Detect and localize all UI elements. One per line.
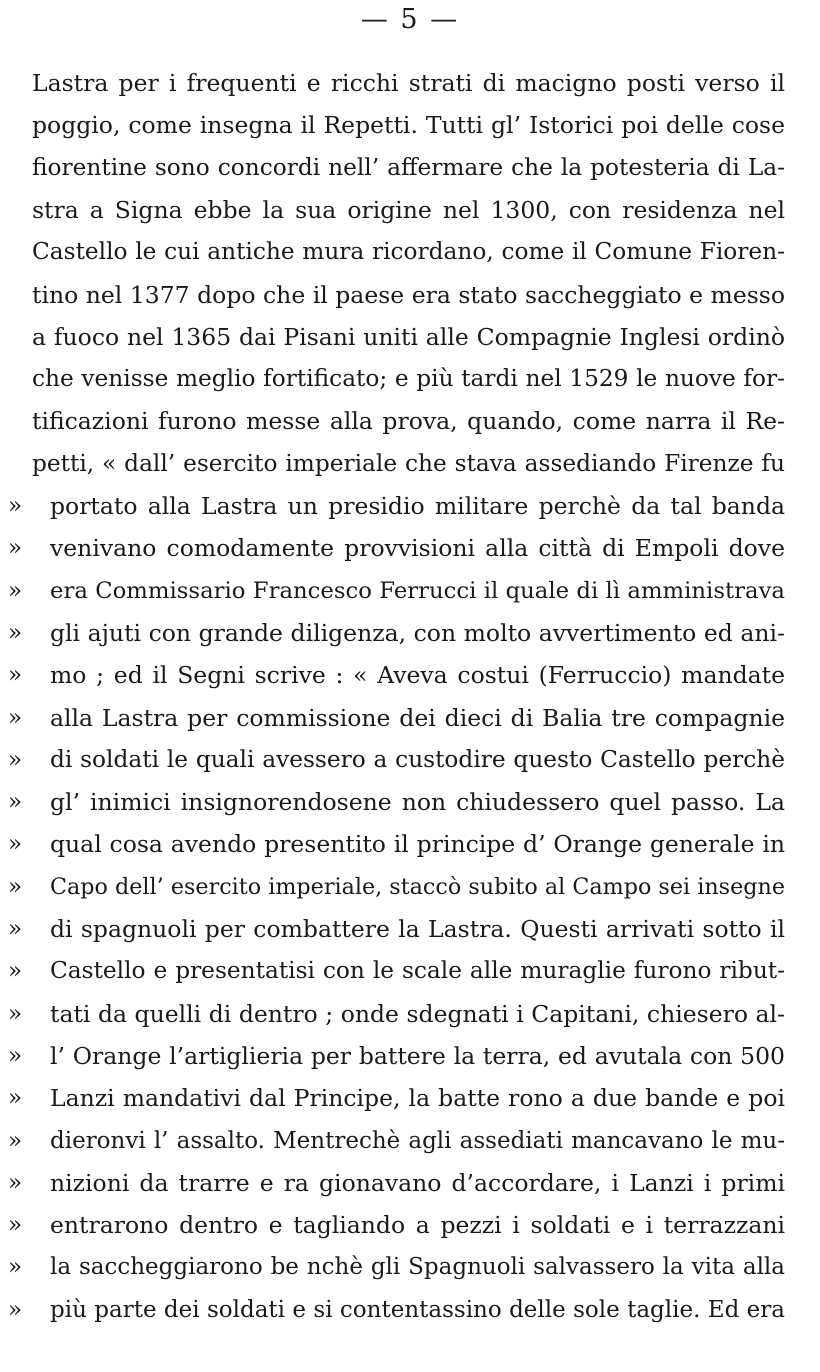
line-text: Castello e presentatisi con le scale alle muraglie furono ribut- (50, 957, 785, 985)
line-text: di soldati le quali avessero a custodire questo Castello perchè (50, 745, 785, 773)
line-text: Lastra per i frequenti e ricchi strati di macigno posti verso il (32, 69, 785, 97)
line-text: gl’ inimici insignorendosene non chiudessero quel passo. La (50, 788, 785, 817)
quote-mark: » (8, 1000, 23, 1027)
text-line (0, 823, 820, 865)
quote-mark: » (8, 1296, 23, 1323)
line-text: la saccheggiarono be nchè gli Spagnuoli salvassero la vita alla (50, 1254, 785, 1281)
text-line (0, 1204, 820, 1246)
line-text: mo ; ed il Segni scrive : « Aveva costui (Ferruccio) mandate (50, 661, 785, 690)
text-line (0, 781, 820, 823)
text-line (0, 1120, 820, 1162)
quote-mark: » (8, 789, 23, 816)
text-line (0, 400, 820, 442)
quote-mark: » (8, 1085, 23, 1112)
text-line (0, 1035, 820, 1077)
text-line (0, 189, 820, 231)
text-line (0, 1077, 820, 1119)
text-line (0, 1246, 820, 1288)
text-line (0, 358, 820, 400)
line-text: petti, « dall’ esercito imperiale che stava assediando Firenze fu (32, 449, 785, 477)
line-text: nizioni da trarre e ra gionavano d’accordare, i Lanzi i primi (50, 1168, 785, 1197)
line-text: alla Lastra per commissione dei dieci di Balia tre compagnie (50, 703, 785, 732)
text-line (0, 866, 820, 908)
text-line (0, 993, 820, 1035)
line-text: Capo dell’ esercito imperiale, staccò subito al Campo sei insegne (50, 873, 785, 900)
line-text: stra a Signa ebbe la sua origine nel 1300, con residenza nel (32, 195, 785, 224)
quote-mark: » (8, 704, 23, 731)
text-line (0, 1162, 820, 1204)
line-text: fiorentine sono concordi nell’ affermare che la potesteria di La- (32, 153, 785, 181)
quote-mark: » (8, 1254, 23, 1281)
text-line (0, 147, 820, 189)
line-text: qual cosa avendo presentito il principe d’ Orange generale in (50, 830, 785, 859)
quote-mark: » (8, 831, 23, 858)
line-text: più parte dei soldati e si contentassino delle sole taglie. Ed era (50, 1296, 785, 1323)
quote-mark: » (8, 662, 23, 689)
quote-mark: » (8, 746, 23, 773)
text-line (0, 950, 820, 992)
text-line (0, 231, 820, 273)
quote-mark: » (8, 619, 23, 646)
text-line (0, 485, 820, 527)
text-line (0, 1289, 820, 1331)
quote-mark: » (8, 1042, 23, 1069)
text-line (0, 739, 820, 781)
line-text: gli ajuti con grande diligenza, con molto avvertimento ed ani- (50, 618, 785, 647)
line-text: dieronvi l’ assalto. Mentrechè agli assediati mancavano le mu- (50, 1127, 785, 1154)
quote-mark: » (8, 577, 23, 604)
text-line (0, 654, 820, 696)
quote-mark: » (8, 1127, 23, 1154)
text-line (0, 316, 820, 358)
quote-mark: » (8, 535, 23, 562)
quote-mark: » (8, 1212, 23, 1239)
line-text: l’ Orange l’artiglieria per battere la terra, ed avutala con 500 (50, 1041, 785, 1070)
line-text: tificazioni furono messe alla prova, quando, come narra il Re- (32, 407, 785, 436)
text-line (0, 274, 820, 316)
line-text: tati da quelli di dentro ; onde sdegnati i Capitani, chiesero al- (50, 999, 785, 1028)
line-text: venivano comodamente provvisioni alla città di Empoli dove (50, 534, 785, 563)
line-text: entrarono dentro e tagliando a pezzi i soldati e i terrazzani (50, 1211, 785, 1240)
quote-mark: » (8, 1169, 23, 1196)
text-line (0, 697, 820, 739)
quote-mark: » (8, 916, 23, 942)
quote-mark: » (8, 493, 23, 519)
text-line (0, 62, 820, 104)
line-text: tino nel 1377 dopo che il paese era stato saccheggiato e messo (32, 280, 785, 309)
page-number: — 5 — (360, 4, 460, 35)
line-text: che venisse meglio fortificato; e più tardi nel 1529 le nuove for- (32, 365, 785, 393)
line-text: portato alla Lastra un presidio militare perchè da tal banda (50, 492, 785, 520)
line-text: a fuoco nel 1365 dai Pisani uniti alle Compagnie Inglesi ordinò (32, 322, 785, 351)
line-text: poggio, come insegna il Repetti. Tutti gl’ Istorici poi delle cose (32, 111, 785, 140)
quote-mark: » (8, 873, 23, 900)
quote-mark: » (8, 958, 23, 985)
text-line (0, 104, 820, 146)
text-line (0, 570, 820, 612)
line-text: era Commissario Francesco Ferrucci il quale di lì amministrava (50, 577, 785, 604)
text-line (0, 443, 820, 485)
line-text: Lanzi mandativi dal Principe, la batte rono a due bande e poi (50, 1084, 785, 1113)
text-line (0, 527, 820, 569)
text-line (0, 612, 820, 654)
line-text: di spagnuoli per combattere la Lastra. Questi arrivati sotto il (50, 915, 785, 943)
line-text: Castello le cui antiche mura ricordano, come il Comune Fioren- (32, 238, 785, 266)
text-line (0, 908, 820, 950)
